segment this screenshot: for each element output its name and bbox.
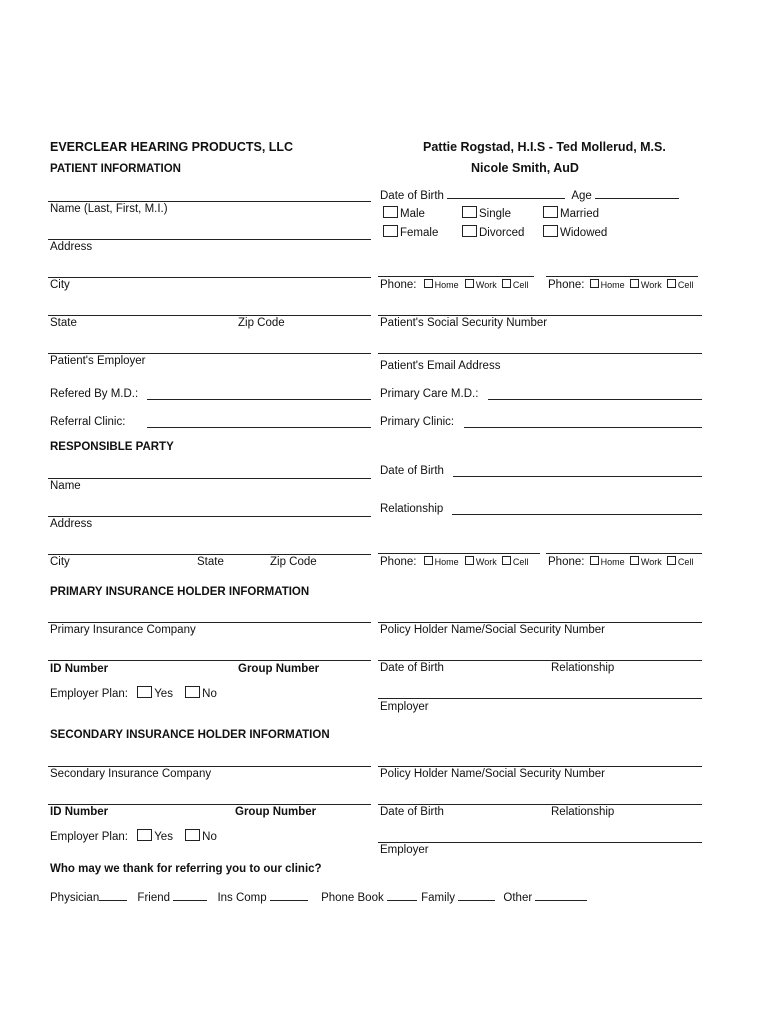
primary-employer-line[interactable] — [378, 698, 702, 699]
rp-city-label: City — [50, 556, 70, 568]
referral-clinic-line[interactable] — [147, 427, 371, 428]
friend-blank[interactable] — [173, 889, 207, 901]
ssn-label: Patient's Social Security Number — [380, 317, 548, 329]
referral-clinic-label: Referral Clinic: — [50, 416, 126, 428]
rp-phone1-row: Phone: Home Work Cell — [380, 556, 529, 568]
providers-line-2: Nicole Smith, AuD — [471, 161, 579, 175]
rp-relationship-label: Relationship — [380, 503, 444, 515]
secondary-holder-label: Policy Holder Name/Social Security Number — [380, 768, 605, 780]
home-checkbox[interactable] — [424, 279, 433, 288]
cell-checkbox[interactable] — [667, 279, 676, 288]
physician-blank[interactable] — [99, 889, 127, 901]
single-checkbox[interactable] — [462, 206, 477, 218]
email-label: Patient's Email Address — [380, 360, 501, 372]
referred-by-label: Refered By M.D.: — [50, 388, 139, 400]
rp-phone2-line[interactable] — [546, 553, 702, 554]
ins-comp-blank[interactable] — [270, 889, 308, 901]
providers-line-1: Pattie Rogstad, H.I.S - Ted Mollerud, M.S. — [423, 140, 666, 154]
phone-book-blank[interactable] — [387, 889, 417, 901]
rp-name-label: Name — [50, 480, 81, 492]
secondary-dob-label: Date of Birth — [380, 806, 444, 818]
widowed-checkbox[interactable] — [543, 225, 558, 237]
company-name: EVERCLEAR HEARING PRODUCTS, LLC — [50, 140, 294, 154]
single-option[interactable]: Single — [462, 206, 511, 221]
cell-checkbox[interactable] — [667, 556, 676, 565]
city-label: City — [50, 279, 70, 291]
cell-checkbox[interactable] — [502, 279, 511, 288]
divorced-option[interactable]: Divorced — [462, 225, 524, 240]
rp-dob-line[interactable] — [453, 476, 702, 477]
home-checkbox[interactable] — [424, 556, 433, 565]
female-option[interactable]: Female — [383, 225, 438, 240]
rp-phone2-row: Phone: Home Work Cell — [548, 556, 694, 568]
home-checkbox[interactable] — [590, 279, 599, 288]
rp-phone1-line[interactable] — [378, 553, 540, 554]
zip-label: Zip Code — [238, 317, 285, 329]
secondary-relationship-label: Relationship — [551, 806, 615, 818]
primary-no-checkbox[interactable] — [185, 686, 200, 698]
male-option[interactable]: Male — [383, 206, 425, 221]
referred-by-line[interactable] — [147, 399, 371, 400]
secondary-no-checkbox[interactable] — [185, 829, 200, 841]
secondary-yes-checkbox[interactable] — [137, 829, 152, 841]
age-field[interactable] — [595, 187, 679, 199]
female-checkbox[interactable] — [383, 225, 398, 237]
state-zip-line[interactable] — [48, 315, 371, 316]
divorced-checkbox[interactable] — [462, 225, 477, 237]
referral-options-row: Physician Friend Ins Comp Phone Book Family Other — [50, 889, 587, 905]
family-blank[interactable] — [458, 889, 495, 901]
rp-relationship-line[interactable] — [452, 514, 702, 515]
rp-state-label: State — [197, 556, 224, 568]
employer-label: Patient's Employer — [50, 355, 146, 367]
secondary-group-label: Group Number — [235, 806, 317, 818]
primary-id-group-line[interactable] — [48, 660, 371, 661]
state-label: State — [50, 317, 77, 329]
secondary-id-label: ID Number — [50, 806, 109, 818]
rp-dob-label: Date of Birth — [380, 465, 444, 477]
primary-group-label: Group Number — [238, 663, 320, 675]
phone1-row: Phone: Home Work Cell — [380, 279, 529, 291]
cell-checkbox[interactable] — [502, 556, 511, 565]
email-line[interactable] — [378, 353, 702, 354]
section-patient-info: PATIENT INFORMATION — [50, 163, 181, 175]
primary-dob-label: Date of Birth — [380, 662, 444, 674]
work-checkbox[interactable] — [630, 556, 639, 565]
work-checkbox[interactable] — [630, 279, 639, 288]
rp-zip-label: Zip Code — [270, 556, 317, 568]
primary-yes-checkbox[interactable] — [137, 686, 152, 698]
primary-md-line[interactable] — [488, 399, 702, 400]
work-checkbox[interactable] — [465, 279, 474, 288]
primary-company-label: Primary Insurance Company — [50, 624, 196, 636]
secondary-company-label: Secondary Insurance Company — [50, 768, 212, 780]
dob-field[interactable] — [447, 187, 565, 199]
primary-holder-label: Policy Holder Name/Social Security Number — [380, 624, 605, 636]
primary-employer-plan: Employer Plan: Yes No — [50, 688, 217, 700]
primary-clinic-label: Primary Clinic: — [380, 416, 455, 428]
rp-address-line[interactable] — [48, 516, 371, 517]
rp-name-line[interactable] — [48, 478, 371, 479]
primary-employer-label: Employer — [380, 701, 429, 713]
primary-id-label: ID Number — [50, 663, 109, 675]
phone1-line[interactable] — [378, 276, 534, 277]
section-primary-insurance: PRIMARY INSURANCE HOLDER INFORMATION — [50, 586, 310, 598]
work-checkbox[interactable] — [465, 556, 474, 565]
phone2-line[interactable] — [546, 276, 698, 277]
secondary-employer-label: Employer — [380, 844, 429, 856]
male-checkbox[interactable] — [383, 206, 398, 218]
primary-relationship-label: Relationship — [551, 662, 615, 674]
primary-clinic-line[interactable] — [464, 427, 702, 428]
section-responsible-party: RESPONSIBLE PARTY — [50, 441, 174, 453]
address-line[interactable] — [48, 239, 371, 240]
city-line[interactable] — [48, 277, 371, 278]
referral-question: Who may we thank for referring you to our clinic? — [50, 863, 322, 875]
other-blank[interactable] — [535, 889, 587, 901]
primary-md-label: Primary Care M.D.: — [380, 388, 479, 400]
section-secondary-insurance: SECONDARY INSURANCE HOLDER INFORMATION — [50, 729, 330, 741]
name-label: Name (Last, First, M.I.) — [50, 203, 168, 215]
married-checkbox[interactable] — [543, 206, 558, 218]
rp-address-label: Address — [50, 518, 93, 530]
address-label: Address — [50, 241, 93, 253]
dob-label: Date of Birth Age — [380, 187, 679, 203]
secondary-employer-plan: Employer Plan: Yes No — [50, 831, 217, 843]
home-checkbox[interactable] — [590, 556, 599, 565]
phone2-row: Phone: Home Work Cell — [548, 279, 694, 291]
widowed-option[interactable]: Widowed — [543, 225, 607, 240]
married-option[interactable]: Married — [543, 206, 599, 221]
